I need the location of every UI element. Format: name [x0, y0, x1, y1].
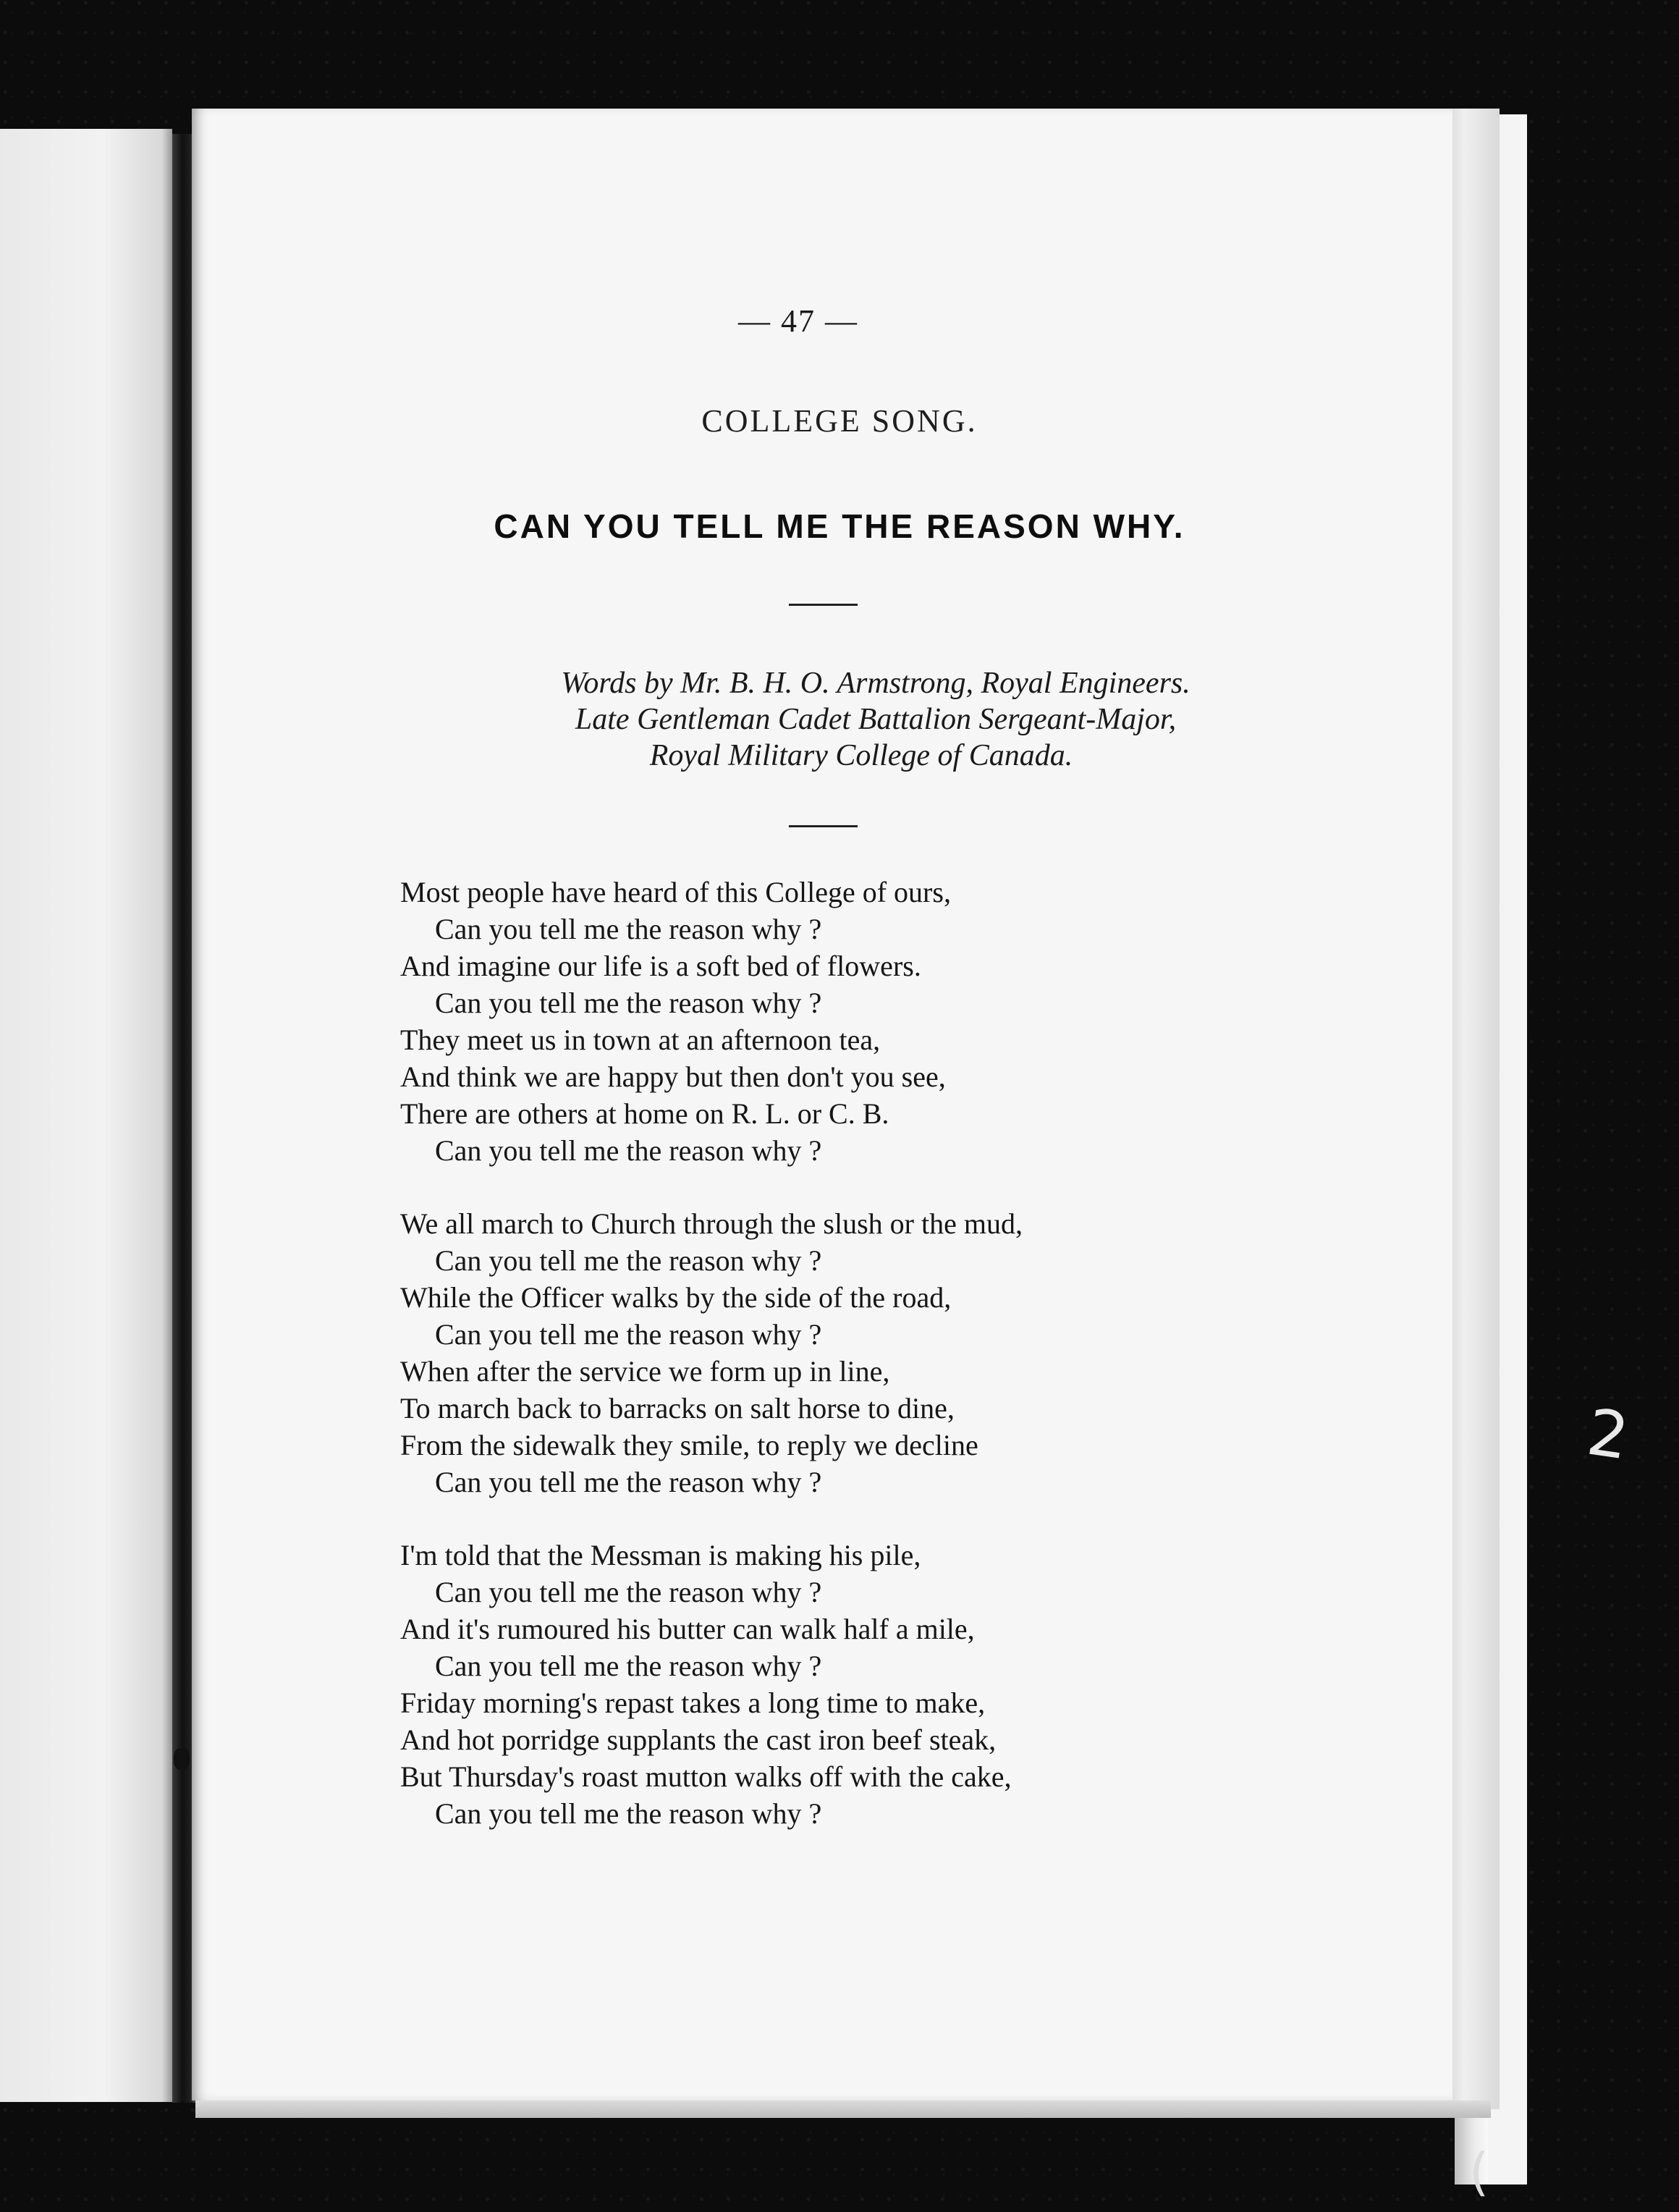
credit-line: Words by Mr. B. H. O. Armstrong, Royal Engineers.: [561, 667, 1190, 700]
page-bottom-edge: [195, 2101, 1491, 2118]
verse-line: I'm told that the Messman is making his pile,: [400, 1539, 921, 1571]
refrain-line: Can you tell me the reason why ?: [435, 1797, 822, 1830]
verse-line: When after the service we form up in line,: [400, 1355, 890, 1388]
stanza-2: [400, 1205, 1305, 1500]
verse-line: And it's rumoured his butter can walk half a mile,: [400, 1613, 975, 1645]
verse-line: And hot porridge supplants the cast iron beef steak,: [400, 1723, 997, 1756]
song-title: CAN YOU TELL ME THE REASON WHY.: [494, 507, 1185, 545]
verse-line: There are others at home on R. L. or C. B.: [400, 1097, 889, 1130]
stanza-3: [400, 1537, 1305, 1832]
verse-line: Friday morning's repast takes a long time to make,: [400, 1687, 986, 1719]
refrain-line: Can you tell me the reason why ?: [435, 913, 822, 945]
divider-rule: [789, 604, 858, 606]
credit-line: Late Gentleman Cadet Battalion Sergeant-Major,: [575, 703, 1177, 736]
verse-line: While the Officer walks by the side of the road,: [400, 1281, 952, 1314]
stanza-1: [400, 874, 1305, 1169]
verse-line: Most people have heard of this College of ours,: [400, 876, 951, 908]
divider-rule: [789, 825, 858, 827]
verse-line: To march back to barracks on salt horse to dine,: [400, 1392, 955, 1424]
refrain-line: Can you tell me the reason why ?: [435, 1576, 822, 1608]
refrain-line: Can you tell me the reason why ?: [435, 987, 822, 1019]
refrain-line: Can you tell me the reason why ?: [435, 1134, 822, 1167]
credit-line: Royal Military College of Canada.: [649, 739, 1073, 772]
verse-line: And think we are happy but then don't you see,: [400, 1060, 946, 1093]
refrain-line: Can you tell me the reason why ?: [435, 1318, 822, 1351]
refrain-line: Can you tell me the reason why ?: [435, 1244, 822, 1277]
refrain-line: Can you tell me the reason why ?: [435, 1466, 822, 1498]
handwritten-bottom-mark: (: [1469, 2143, 1489, 2202]
verse-line: From the sidewalk they smile, to reply we decline: [400, 1429, 978, 1461]
verse-line: But Thursday's roast mutton walks off with the cake,: [400, 1760, 1012, 1793]
binding-mark: [174, 1748, 190, 1770]
page-number: — 47 —: [738, 303, 858, 339]
refrain-line: Can you tell me the reason why ?: [435, 1650, 822, 1682]
verse-line: And imagine our life is a soft bed of flowers.: [400, 950, 921, 982]
verse-line: We all march to Church through the slush or the mud,: [400, 1207, 1023, 1240]
verse-line: They meet us in town at an afternoon tea,: [400, 1023, 881, 1056]
song-verses: [400, 874, 1305, 1868]
song-label: COLLEGE SONG.: [701, 403, 978, 439]
handwritten-margin-mark: 2: [1583, 1394, 1633, 1474]
